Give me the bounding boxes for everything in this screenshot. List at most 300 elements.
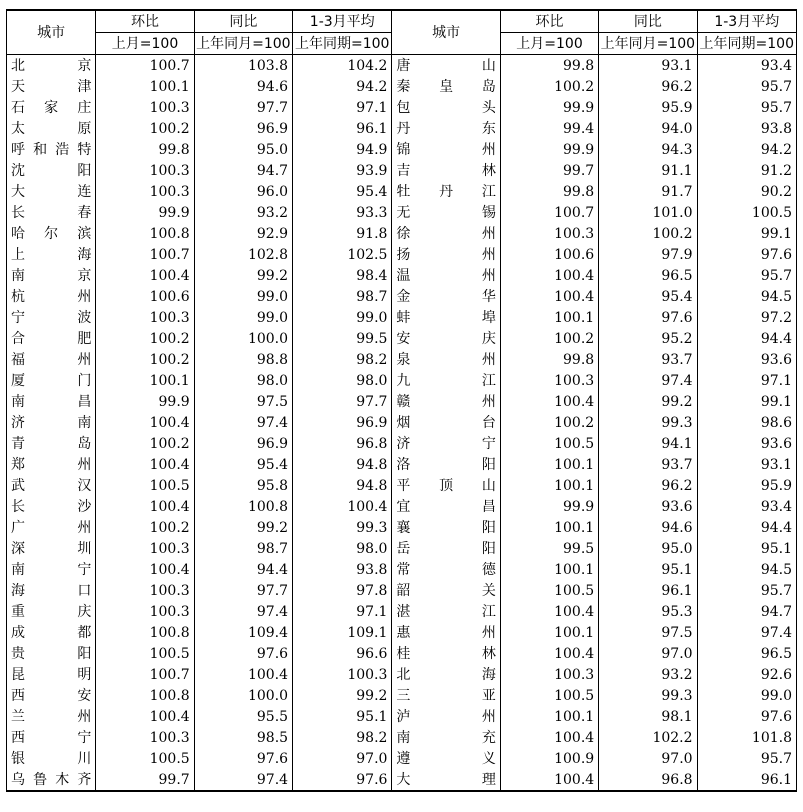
- mom-cell-left: 100.1: [96, 76, 194, 97]
- table-row: [7, 517, 797, 538]
- table-row: [7, 748, 797, 769]
- city-cell-right-text: 济 宁: [396, 435, 496, 452]
- city-cell-right-text: 蚌 埠: [396, 309, 496, 326]
- yoy-cell-left: 99.0: [194, 286, 292, 307]
- city-cell-right: [392, 769, 500, 791]
- city-cell-left: [7, 97, 96, 118]
- yoy-cell-left: 94.7: [194, 160, 292, 181]
- city-cell-left: [7, 265, 96, 286]
- mom-cell-right: 100.4: [554, 645, 595, 662]
- avg-cell-left: 93.9: [293, 160, 392, 181]
- yoy-cell-left: 103.8: [194, 55, 292, 77]
- avg-cell-right: 95.1: [697, 538, 796, 559]
- yoy-cell-left: 95.5: [194, 706, 292, 727]
- yoy-cell-left: 100.0: [194, 685, 292, 706]
- table-row: [7, 160, 797, 181]
- city-cell-right: [392, 244, 500, 265]
- mom-cell-left: 100.7: [96, 244, 194, 265]
- mom-cell-left: 100.5: [96, 475, 194, 496]
- city-cell-right-text: 牡丹江: [396, 183, 496, 200]
- mom-cell-right: 100.4: [554, 729, 595, 746]
- city-cell-right: [392, 580, 500, 601]
- avg-cell-left: 96.1: [293, 118, 392, 139]
- mom-base-header-right: 上月=100: [500, 33, 598, 55]
- yoy-cell-right: 93.2: [599, 664, 697, 685]
- city-cell-right: [392, 349, 500, 370]
- city-cell-left: [7, 181, 96, 202]
- mom-cell-left: 99.9: [96, 391, 194, 412]
- table-row: [7, 202, 797, 223]
- yoy-cell-left: 99.2: [194, 517, 292, 538]
- table-row: [7, 412, 797, 433]
- mom-cell-right: 99.8: [563, 351, 595, 368]
- avg-cell-left: 98.0: [293, 538, 392, 559]
- mom-base-header-left: 上月=100: [96, 33, 194, 55]
- yoy-cell-left: 98.8: [194, 349, 292, 370]
- mom-cell-left: 100.3: [96, 97, 194, 118]
- mom-cell-right: 100.7: [554, 204, 595, 221]
- city-cell-left-text: 哈尔滨: [11, 225, 92, 242]
- avg-cell-right: 94.4: [697, 328, 796, 349]
- yoy-cell-left: 93.2: [194, 202, 292, 223]
- mom-cell-left: 100.3: [96, 601, 194, 622]
- city-cell-left: [7, 118, 96, 139]
- avg-cell-left: 97.6: [293, 769, 392, 791]
- avg-cell-left: 98.2: [293, 349, 392, 370]
- city-column-header-left: 城市: [7, 10, 96, 55]
- city-cell-right: [392, 748, 500, 769]
- table-row: [7, 475, 797, 496]
- city-cell-right: [392, 454, 500, 475]
- table-row: [7, 97, 797, 118]
- city-cell-left: [7, 454, 96, 475]
- mom-cell-right: 100.1: [554, 624, 595, 641]
- mom-cell-left: 100.3: [96, 727, 194, 748]
- city-cell-left: [7, 139, 96, 160]
- mom-cell-right: 100.1: [554, 708, 595, 725]
- city-cell-right-text: 丹 东: [396, 120, 496, 137]
- mom-cell-right: 100.5: [554, 687, 595, 704]
- price-index-table: [6, 9, 797, 792]
- yoy-cell-left: 97.7: [194, 97, 292, 118]
- city-cell-right-text: 吉 林: [396, 162, 496, 179]
- city-cell-left: [7, 643, 96, 664]
- avg-cell-left: 97.1: [293, 97, 392, 118]
- yoy-cell-right: 99.3: [599, 412, 697, 433]
- avg-cell-right: 94.7: [697, 601, 796, 622]
- city-cell-right: [392, 160, 500, 181]
- mom-column-header-right: 环比: [500, 10, 598, 33]
- mom-cell-left: 100.4: [96, 265, 194, 286]
- mom-cell-right: 100.2: [554, 78, 595, 95]
- avg-column-header-left: 1-3月平均: [293, 10, 392, 33]
- table-row: [7, 286, 797, 307]
- table-row: [7, 706, 797, 727]
- avg-cell-right: 95.7: [697, 76, 796, 97]
- yoy-cell-right: 98.1: [599, 706, 697, 727]
- city-cell-right-text: 平顶山: [396, 477, 496, 494]
- table-row: [7, 685, 797, 706]
- yoy-cell-right: 95.0: [599, 538, 697, 559]
- yoy-column-header-left: 同比: [194, 10, 292, 33]
- avg-cell-left: 99.2: [293, 685, 392, 706]
- avg-cell-right: 94.5: [697, 286, 796, 307]
- avg-cell-right: 93.4: [697, 496, 796, 517]
- yoy-cell-left: 99.2: [194, 265, 292, 286]
- yoy-cell-left: 97.4: [194, 601, 292, 622]
- yoy-cell-left: 97.7: [194, 580, 292, 601]
- avg-cell-left: 96.6: [293, 643, 392, 664]
- yoy-cell-left: 96.0: [194, 181, 292, 202]
- mom-cell-right: 100.1: [554, 477, 595, 494]
- city-cell-left-text: 海 口: [11, 582, 92, 599]
- avg-cell-left: 102.5: [293, 244, 392, 265]
- yoy-cell-right: 93.7: [599, 454, 697, 475]
- mom-cell-right: 99.5: [563, 540, 595, 557]
- mom-cell-right: 100.6: [554, 246, 595, 263]
- mom-cell-left: 100.4: [96, 454, 194, 475]
- city-cell-left: [7, 748, 96, 769]
- yoy-cell-left: 100.8: [194, 496, 292, 517]
- city-cell-right: [392, 496, 500, 517]
- city-cell-left: [7, 55, 96, 77]
- table-row: [7, 538, 797, 559]
- table-header: [7, 10, 797, 55]
- city-cell-left: [7, 685, 96, 706]
- mom-cell-left: 100.3: [96, 160, 194, 181]
- table-row: [7, 727, 797, 748]
- yoy-cell-right: 97.9: [599, 244, 697, 265]
- mom-cell-left: 100.8: [96, 622, 194, 643]
- avg-cell-right: 96.1: [697, 769, 796, 791]
- mom-cell-right: 100.1: [554, 561, 595, 578]
- table-row: [7, 769, 797, 791]
- city-cell-left: [7, 307, 96, 328]
- city-cell-right-text: 九 江: [396, 372, 496, 389]
- mom-cell-left: 100.5: [96, 643, 194, 664]
- avg-cell-right: 95.7: [697, 748, 796, 769]
- mom-cell-left: 100.7: [96, 55, 194, 77]
- mom-cell-right: 100.4: [500, 769, 598, 791]
- avg-cell-right: 93.6: [697, 433, 796, 454]
- city-cell-left-text: 南 京: [11, 267, 92, 284]
- table-row: [7, 118, 797, 139]
- city-cell-right-text: 泉 州: [396, 351, 496, 368]
- avg-cell-left: 96.8: [293, 433, 392, 454]
- avg-cell-right: 93.4: [697, 55, 796, 77]
- table-row: [7, 76, 797, 97]
- city-cell-left: [7, 328, 96, 349]
- table-row: [7, 307, 797, 328]
- city-cell-left-text: 兰 州: [11, 708, 92, 725]
- city-cell-left-text: 重 庆: [11, 603, 92, 620]
- avg-cell-left: 93.8: [293, 559, 392, 580]
- yoy-cell-left: 98.5: [194, 727, 292, 748]
- city-cell-left-text: 福 州: [11, 351, 92, 368]
- mom-cell-right: 100.1: [554, 519, 595, 536]
- city-cell-right-text: 金 华: [396, 288, 496, 305]
- city-cell-left: [7, 370, 96, 391]
- table-row: [7, 223, 797, 244]
- city-cell-left: [7, 538, 96, 559]
- mom-cell-right: 99.8: [563, 57, 595, 74]
- city-cell-right: [392, 370, 500, 391]
- mom-cell-left: 100.2: [96, 328, 194, 349]
- yoy-cell-right: 94.6: [599, 517, 697, 538]
- avg-cell-right: 95.7: [697, 97, 796, 118]
- mom-cell-right: 100.2: [554, 414, 595, 431]
- avg-cell-left: 100.3: [293, 664, 392, 685]
- yoy-cell-right: 96.2: [599, 475, 697, 496]
- mom-cell-right: 100.4: [554, 288, 595, 305]
- city-cell-left: [7, 769, 96, 791]
- yoy-cell-right: 95.2: [599, 328, 697, 349]
- yoy-cell-right: 99.2: [599, 391, 697, 412]
- city-cell-right: [392, 475, 500, 496]
- avg-cell-left: 99.0: [293, 307, 392, 328]
- yoy-cell-right: 97.0: [599, 643, 697, 664]
- city-cell-left-text: 上 海: [11, 246, 92, 263]
- avg-cell-right: 93.8: [697, 118, 796, 139]
- city-cell-right-text: 锦 州: [396, 141, 496, 158]
- avg-cell-right: 98.6: [697, 412, 796, 433]
- avg-cell-right: 97.6: [697, 706, 796, 727]
- city-cell-right-text: 常 德: [396, 561, 496, 578]
- city-cell-right-text: 秦皇岛: [396, 78, 496, 95]
- city-cell-right-text: 宜 昌: [396, 498, 496, 515]
- city-cell-right-text: 遵 义: [396, 750, 496, 767]
- table-row: [7, 349, 797, 370]
- city-cell-left-text: 郑 州: [11, 456, 92, 473]
- city-cell-right: [392, 328, 500, 349]
- city-cell-right-text: 唐 山: [396, 57, 496, 74]
- yoy-cell-right: 95.3: [599, 601, 697, 622]
- city-cell-left-text: 大 连: [11, 183, 92, 200]
- city-cell-left-text: 武 汉: [11, 477, 92, 494]
- city-cell-right-text: 大 理: [396, 771, 496, 788]
- yoy-cell-right: 100.2: [599, 223, 697, 244]
- city-cell-left-text: 宁 波: [11, 309, 92, 326]
- avg-cell-right: 94.5: [697, 559, 796, 580]
- city-cell-right: [392, 706, 500, 727]
- yoy-base-header-left: 上年同月=100: [194, 33, 292, 55]
- yoy-cell-right: 96.8: [599, 769, 697, 791]
- yoy-cell-left: 96.9: [194, 433, 292, 454]
- yoy-cell-right: 96.2: [599, 76, 697, 97]
- city-cell-right: [392, 181, 500, 202]
- city-cell-left: [7, 223, 96, 244]
- avg-cell-right: 97.6: [697, 244, 796, 265]
- mom-cell-right: 100.9: [554, 750, 595, 767]
- city-cell-right: [392, 685, 500, 706]
- mom-column-header-left: 环比: [96, 10, 194, 33]
- avg-cell-left: 104.2: [293, 55, 392, 77]
- city-cell-right: [392, 412, 500, 433]
- city-cell-right: [392, 202, 500, 223]
- city-cell-left: [7, 496, 96, 517]
- table-row: [7, 433, 797, 454]
- avg-cell-right: 92.6: [697, 664, 796, 685]
- yoy-cell-left: 94.4: [194, 559, 292, 580]
- yoy-cell-left: 95.0: [194, 139, 292, 160]
- table-row: [7, 580, 797, 601]
- yoy-column-header-right: 同比: [599, 10, 697, 33]
- city-cell-left: [7, 160, 96, 181]
- avg-cell-right: 100.5: [697, 202, 796, 223]
- yoy-cell-left: 99.0: [194, 307, 292, 328]
- avg-cell-right: 94.4: [697, 517, 796, 538]
- mom-cell-left: 100.2: [96, 118, 194, 139]
- avg-cell-right: 90.2: [697, 181, 796, 202]
- city-cell-left: [7, 580, 96, 601]
- avg-cell-left: 97.8: [293, 580, 392, 601]
- table-row: [7, 391, 797, 412]
- yoy-cell-left: 100.0: [194, 328, 292, 349]
- avg-cell-left: 98.0: [293, 370, 392, 391]
- city-cell-left-text: 济 南: [11, 414, 92, 431]
- city-cell-right-text: 无 锡: [396, 204, 496, 221]
- avg-cell-right: 99.1: [697, 223, 796, 244]
- yoy-cell-right: 97.4: [599, 370, 697, 391]
- mom-cell-left: 100.4: [96, 496, 194, 517]
- table-row: [7, 559, 797, 580]
- avg-cell-right: 91.2: [697, 160, 796, 181]
- city-cell-left-text: 贵 阳: [11, 645, 92, 662]
- table-row: [7, 139, 797, 160]
- mom-cell-left: 100.5: [96, 748, 194, 769]
- city-cell-right-text: 徐 州: [396, 225, 496, 242]
- yoy-cell-right: 94.0: [599, 118, 697, 139]
- yoy-cell-left: 97.5: [194, 391, 292, 412]
- city-cell-left-text: 北 京: [11, 57, 92, 74]
- city-cell-left: [7, 286, 96, 307]
- yoy-cell-left: 102.8: [194, 244, 292, 265]
- city-cell-left: [7, 391, 96, 412]
- city-cell-left: [7, 727, 96, 748]
- mom-cell-right: 100.2: [554, 330, 595, 347]
- yoy-cell-right: 91.7: [599, 181, 697, 202]
- avg-base-header-left: 上年同期=100: [293, 33, 392, 55]
- city-cell-right: [392, 223, 500, 244]
- city-cell-right-text: 湛 江: [396, 603, 496, 620]
- yoy-cell-left: 98.0: [194, 370, 292, 391]
- avg-column-header-right: 1-3月平均: [697, 10, 796, 33]
- yoy-cell-left: 92.9: [194, 223, 292, 244]
- avg-cell-right: 97.2: [697, 307, 796, 328]
- avg-cell-left: 94.2: [293, 76, 392, 97]
- city-cell-right-text: 烟 台: [396, 414, 496, 431]
- city-cell-right-text: 桂 林: [396, 645, 496, 662]
- table-row: [7, 496, 797, 517]
- mom-cell-left: 100.2: [96, 433, 194, 454]
- yoy-base-header-right: 上年同月=100: [599, 33, 697, 55]
- city-cell-right: [392, 391, 500, 412]
- mom-cell-left: 100.7: [96, 664, 194, 685]
- table-row: [7, 181, 797, 202]
- city-cell-left-text: 西 安: [11, 687, 92, 704]
- mom-cell-right: 100.5: [554, 582, 595, 599]
- yoy-cell-right: 97.6: [599, 307, 697, 328]
- city-cell-left: [7, 202, 96, 223]
- yoy-cell-left: 94.6: [194, 76, 292, 97]
- city-cell-left: [7, 475, 96, 496]
- mom-cell-right: 99.7: [563, 162, 595, 179]
- mom-cell-left: 100.3: [96, 181, 194, 202]
- city-cell-right-text: 惠 州: [396, 624, 496, 641]
- header-row-1: [7, 10, 797, 33]
- mom-cell-right: 100.3: [554, 666, 595, 683]
- avg-cell-left: 98.7: [293, 286, 392, 307]
- yoy-cell-right: 95.1: [599, 559, 697, 580]
- yoy-cell-left: 97.4: [194, 769, 292, 791]
- city-cell-left-text: 合 肥: [11, 330, 92, 347]
- yoy-cell-right: 94.1: [599, 433, 697, 454]
- avg-cell-right: 95.7: [697, 265, 796, 286]
- avg-cell-left: 97.7: [293, 391, 392, 412]
- city-cell-left-text: 南 昌: [11, 393, 92, 410]
- city-cell-right-text: 洛 阳: [396, 456, 496, 473]
- avg-cell-right: 94.2: [697, 139, 796, 160]
- mom-cell-left: 100.4: [96, 706, 194, 727]
- yoy-cell-left: 100.4: [194, 664, 292, 685]
- mom-cell-right: 100.3: [554, 372, 595, 389]
- city-cell-left: [7, 349, 96, 370]
- city-cell-left: [7, 706, 96, 727]
- avg-cell-right: 93.1: [697, 454, 796, 475]
- mom-cell-right: 100.1: [554, 456, 595, 473]
- mom-cell-left: 100.3: [96, 538, 194, 559]
- avg-cell-left: 109.1: [293, 622, 392, 643]
- city-cell-right: [392, 118, 500, 139]
- city-cell-right: [392, 286, 500, 307]
- mom-cell-right: 100.4: [554, 393, 595, 410]
- city-cell-left: [7, 76, 96, 97]
- mom-cell-left: 100.6: [96, 286, 194, 307]
- city-cell-right-text: 包 头: [396, 99, 496, 116]
- mom-cell-right: 100.4: [554, 603, 595, 620]
- table-row: [7, 643, 797, 664]
- city-cell-right-text: 韶 关: [396, 582, 496, 599]
- table-row: [7, 454, 797, 475]
- city-cell-right: [392, 97, 500, 118]
- avg-cell-right: 101.8: [697, 727, 796, 748]
- yoy-cell-right: 93.1: [599, 55, 697, 77]
- city-cell-right: [392, 517, 500, 538]
- mom-cell-right: 99.9: [563, 498, 595, 515]
- avg-cell-right: 97.4: [697, 622, 796, 643]
- table-row: [7, 244, 797, 265]
- yoy-cell-left: 97.6: [194, 748, 292, 769]
- city-cell-right: [392, 664, 500, 685]
- avg-cell-left: 100.4: [293, 496, 392, 517]
- city-cell-right-text: 襄 阳: [396, 519, 496, 536]
- city-cell-left-text: 长 沙: [11, 498, 92, 515]
- city-cell-right: [392, 307, 500, 328]
- mom-cell-right: 100.5: [554, 435, 595, 452]
- city-cell-left-text: 成 都: [11, 624, 92, 641]
- yoy-cell-right: 99.3: [599, 685, 697, 706]
- table-row: [7, 265, 797, 286]
- yoy-cell-right: 95.9: [599, 97, 697, 118]
- city-cell-right: [392, 559, 500, 580]
- city-cell-left-text: 广 州: [11, 519, 92, 536]
- city-cell-left: [7, 412, 96, 433]
- city-cell-left-text: 石家庄: [11, 99, 92, 116]
- table-row: [7, 55, 797, 77]
- avg-cell-right: 93.6: [697, 349, 796, 370]
- city-cell-left: [7, 559, 96, 580]
- avg-cell-left: 95.4: [293, 181, 392, 202]
